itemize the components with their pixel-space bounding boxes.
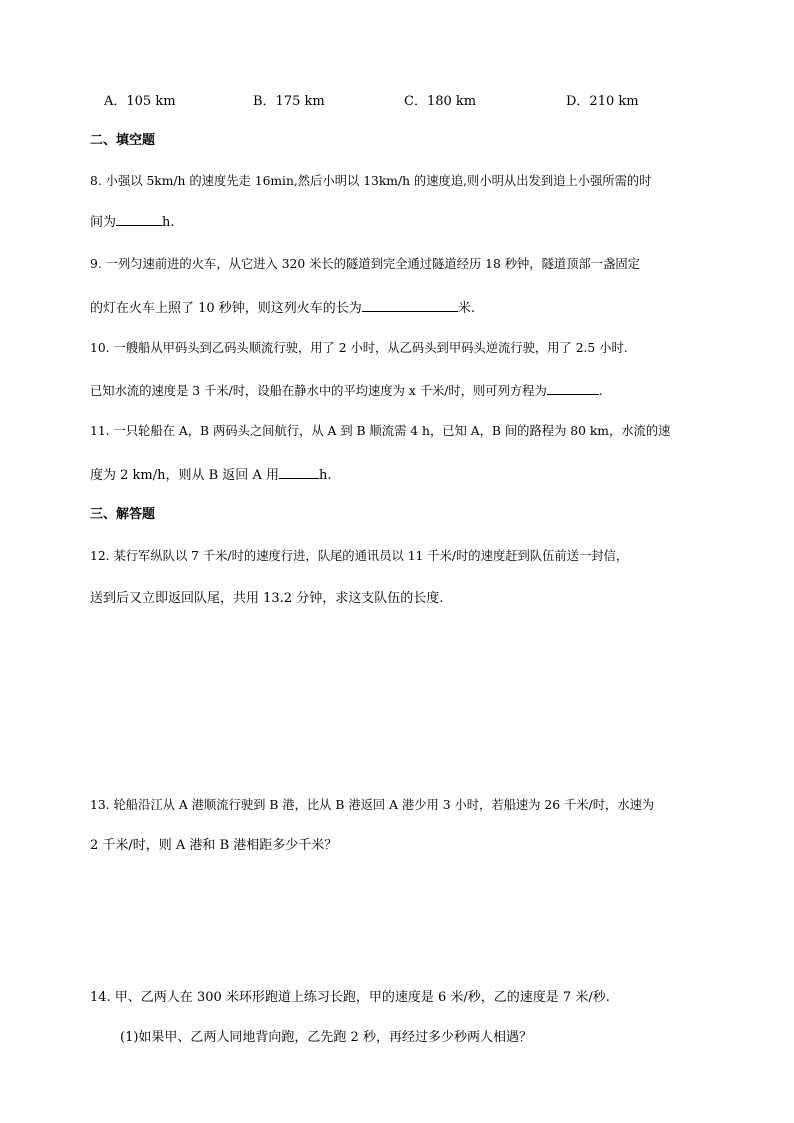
- question-10-text-pre: 已知水流的速度是 3 千米/时，设船在静水中的平均速度为 x 千米/时，则可列方程为: [90, 384, 547, 398]
- question-8-line-1: 8. 小强以 5km/h 的速度先走 16min,然后小明以 13km/h 的速度追,则小明从出发到追上小强所需的时: [90, 174, 652, 188]
- question-14-sub-1: (1)如果甲、乙两人同地背向跑，乙先跑 2 秒，再经过多少秒两人相遇？: [120, 1030, 532, 1045]
- question-14-line-1: 14. 甲、乙两人在 300 米环形跑道上练习长跑，甲的速度是 6 米/秒，乙的速度是 7 米/秒.: [90, 990, 610, 1005]
- question-8-text-pre: 间为: [90, 215, 117, 230]
- question-13-line-1: 13. 轮船沿江从 A 港顺流行驶到 B 港，比从 B 港返回 A 港少用 3 小时，若船速为 26 千米/时，水速为: [90, 798, 655, 812]
- option-a: A．105 km: [104, 94, 176, 109]
- question-10-line-2: [90, 382, 603, 399]
- question-11-text-pre: 度为 2 km/h，则从 B 返回 A 用: [90, 468, 279, 483]
- question-11-line-1: 11. 一只轮船在 A，B 两码头之间航行，从 A 到 B 顺流需 4 h，已知 A，B 间的路程为 80 km，水流的速: [90, 424, 671, 438]
- question-12-line-1: 12. 某行军纵队以 7 千米/时的速度行进，队尾的通讯员以 11 千米/时的速度赶到队伍前送一封信，: [90, 549, 629, 563]
- question-11-text-post: h.: [318, 468, 332, 483]
- question-10-text-post: .: [598, 384, 603, 398]
- question-9-line-2: [90, 299, 475, 317]
- question-10-line-1: 10. 一艘船从甲码头到乙码头顺流行驶，用了 2 小时，从乙码头到甲码头逆流行驶，用了 2.5 小时.: [90, 341, 628, 355]
- question-13-line-2: 2 千米/时，则 A 港和 B 港相距多少千米？: [90, 838, 338, 853]
- question-11-line-2: [90, 466, 331, 484]
- question-12-line-2: 送到后又立即返回队尾，共用 13.2 分钟，求这支队伍的长度.: [90, 591, 444, 606]
- question-9-text-pre: 的灯在火车上照了 10 秒钟，则这列火车的长为: [90, 301, 362, 316]
- option-b: B．175 km: [253, 94, 325, 109]
- answer-blank-11[interactable]: [279, 466, 319, 479]
- answer-blank-8[interactable]: [116, 213, 162, 226]
- section-heading-fill-in: 二、填空题: [90, 133, 156, 148]
- answer-blank-9[interactable]: [362, 299, 458, 312]
- section-heading-solve: 三、解答题: [90, 507, 156, 522]
- question-9-line-1: 9. 一列匀速前进的火车，从它进入 320 米长的隧道到完全通过隧道经历 18 秒钟，隧道顶部一盏固定: [90, 257, 640, 271]
- question-8-line-2: [90, 213, 175, 231]
- question-8-text-post: h.: [162, 215, 175, 230]
- option-c: C．180 km: [404, 94, 477, 109]
- question-9-text-post: 米.: [457, 301, 475, 316]
- option-d: D．210 km: [566, 94, 639, 109]
- answer-blank-10[interactable]: [547, 382, 599, 395]
